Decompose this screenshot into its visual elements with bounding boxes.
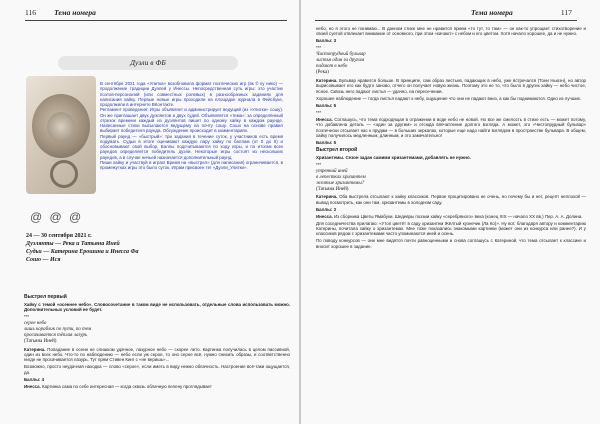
round-task: Хризантемы. Сезон задан самими хризантемами, добавлять не нужно.	[316, 154, 471, 160]
comment-text: Попадание в осени не слишком удачное, лазурное небо — скорее лето. Картинка получилась в целом пассивной, один из всех небо. Что-то по наблюдению — небо если уж серое, то оно серое всё, нужно снизить образы, и соответственно нигде не просачивается лазурь. Тут прям Стивен Кинг с «не веришь»...	[24, 346, 290, 363]
round-task: Хайку с темой «осеннее небо». Словосочетание в таком виде не использовать, отдельные слова использовать можно. Дополнительных условий не будет.	[24, 301, 290, 312]
intro-text	[100, 81, 283, 203]
intro-paragraph: Регламент проведения: Игры объявляет и администрирует ведущий (из «Улитки» сошу). Он же приглашает двух дуэлянтов и двух судей. Объявляется «тема»: за определённый отрезок времени каждый из дуэлянтов пишет по одному хайку в каждом раунде. Написанные стихи высылаются ведущему на почту сошу. Сошо на основе правил выбирает победителя раунда. Обсуждение происходит в комментариях.	[100, 107, 283, 134]
right-header	[471, 7, 572, 19]
comment-text: небо, но я этого не понимаю... В данном стихе мне не нравится прием «то тут, то там» — он как-то упрощает стихотворение и своей суетой отвлекает внимание от основного, при этом «качают» с небом и его цветом. Хотя начало хорошее, да и не нужно.	[316, 26, 586, 37]
judge-comment	[316, 194, 586, 205]
comment-text-2: Возможно, просто неудачная находка — слово «серое», если иметь в виду нежно облачность. Настроение всё-таки ощущается, да.	[24, 364, 290, 375]
comment-text: Картинка сама по себе интересная — когда сквозь облачную пелену проглядывает	[42, 383, 212, 389]
stars-separator: ***	[316, 45, 322, 51]
score: Баллы: 3	[316, 38, 337, 44]
poem-line: Чистопрудный бульвар	[316, 52, 366, 58]
duelists-line: Дуэлянты — Река и Татьяна Иней	[26, 241, 120, 247]
comment-text: Оба выстрела отсылают к хайку классиков. Первое процитировано не очень, но почему бы и нет, рецепт неплохой — вывод посмотреть, как они там, хризантемы в холодном саду.	[316, 194, 586, 205]
judges-line: Судьи — Катерина Ерошина и Инесса Фа	[26, 249, 139, 255]
comment-text-2: Для соседничества прилагаю: «Утоп цветёт в саду хризантем Жёлтый кузнечик (Ла Ко)». Ну вот, благодаря автору и комментарию Катерины, почитала хайку о хризантемах. Мне тоже показались знакомыми картинки (может они из конкурса или ранее?). И у классиков рядом с хризантемами часто упоминаются иней и осень.	[316, 220, 586, 237]
poem-line: лишь кораблик по пути, по тем	[24, 327, 92, 332]
knocker-ring-image	[50, 160, 78, 188]
stars-separator: ***	[316, 109, 322, 115]
poem-line: падают в небо	[316, 64, 348, 70]
poem-line: серое небо	[24, 321, 47, 326]
right-page	[301, 0, 600, 424]
comment-text: Бульвар нравится больше. В принципе, сам образ листьев, падающих в небо, уже встречался (Тони Ньюэн), но автор вырисовывает его как будто заново, отчего он получает новую жизнь. Поэтому это не то, что было в других хайку — небо чистое, ясное. Сквозь него падают листья — удачно, на пересечении.	[316, 78, 586, 94]
left-header	[25, 7, 96, 19]
header-rule	[315, 20, 577, 21]
comment-text-3: По поводу конкурсов — они мне видятся почти равноценными и снова соглашусь с Катериной, что тема отсылает к классике и вносит хорошее в задание.	[316, 238, 586, 249]
page-number: 116	[25, 8, 36, 17]
poem-line: в лепестках хризантем	[316, 174, 366, 180]
duel-info	[26, 232, 288, 264]
judge-comment	[316, 78, 586, 94]
lion-head-image	[32, 94, 90, 158]
judge-name: Катерина.	[316, 194, 338, 200]
comment-text-2: Хорошее наблюдение — тогда листья падают к небу, ощущение что они не падают вниз, а как бы поднимаются. Одно из лучших.	[316, 95, 582, 101]
judge-name: Катерина.	[316, 78, 338, 83]
left-page	[0, 0, 299, 424]
article-title-banner: Дуэли в ФБ	[58, 56, 238, 70]
judge-name: Инесса.	[316, 213, 333, 219]
score: Баллы: 3	[316, 206, 337, 212]
poem-line: желтые хризантемы?	[316, 180, 365, 186]
judge-name: Катерина.	[24, 346, 46, 352]
poem	[316, 169, 586, 193]
poem	[24, 321, 290, 345]
page-number: 117	[560, 8, 572, 17]
spiral-ornament: @ @ @	[30, 210, 84, 224]
poem-author: (Татьяна Иней)	[24, 339, 57, 344]
judge-name: Инесса.	[316, 116, 333, 122]
round-title: Выстрел второй	[316, 147, 358, 154]
lion-door-knocker-photo	[26, 76, 96, 194]
intro-paragraph: В сентябре 2021 года «Улитка» возобновила формат поэтических игр (вк © ку нико) — продолжение традиции Дуэлей у Инессы. Непосредственная суть игры: это участие поэтов-персоналий (или совместных ролевых) в разнообразных заданиях для написания хайку. Первые новые игры проходили на площадке журнала в Фейсбуке, продолжили в интернете ВКонтакте.	[100, 81, 283, 107]
score: Баллы: 5	[316, 102, 337, 108]
round-title: Выстрел первый	[24, 294, 67, 300]
poem-line: утренний иней	[316, 168, 348, 174]
section-title: Тема номера	[54, 8, 96, 17]
poem-author: (Река)	[316, 70, 329, 76]
header-rule	[25, 20, 287, 21]
intro-paragraph: Пиши хайку и участвуй в играх! Время на «выстрел» (для написания) ограничивается, в промежутках игры это было суток. Играм присвоен тег «Дуэли_Улитки».	[100, 159, 283, 170]
judge-comment	[24, 347, 290, 363]
poem-author: (Татьяна Иней)	[316, 186, 349, 192]
poem-line: листья один за другим	[316, 58, 365, 64]
poem-line: просачивается тёплая лазурь	[24, 333, 88, 338]
duel-date: 24 — 30 сентября 2021 г.	[26, 233, 92, 239]
stars-separator: ***	[316, 161, 322, 167]
section-title: Тема номера	[471, 8, 513, 17]
score: Баллы: 5	[316, 140, 337, 146]
judge-comment	[316, 117, 586, 139]
intro-paragraph: Первый раунд — «быстрый»: три задания в течение суток, у участников есть время подумать. Судьи в итоге оценивают каждую пару хайку по баллам (от 0 до 5) и обосновывают свой выбор. Баллы подсчитываются по ходу игры, и по итогам всех раундов определяется победитель дуэли. Некоторые игры состоят из нескольких раундов, а в случае ничьей назначается дополнительный раунд.	[100, 133, 283, 160]
judge-name: Инесса.	[24, 383, 41, 389]
judge-comment	[24, 384, 290, 389]
comment-text: Из сборника Цветы Ямабуки. Шедевры поэзии хайку «серебряного» века (конец XIX — начало XX вв.) Пер. А. А. Долина.	[334, 213, 583, 219]
right-body-text	[316, 26, 586, 418]
left-body-text	[24, 294, 290, 418]
poem	[316, 52, 586, 76]
stars-separator: ***	[24, 314, 30, 319]
soshu-line: Сошо — Ися	[26, 257, 61, 263]
judge-comment	[316, 214, 586, 219]
comment-text: Соглашусь, что тема подходящая в отражении в воде небо не новой. Но все же смелость в стихе есть — может потому, что добавлена деталь — «один за другим» и отсюда впечатление долгого взгляда. А может, это «Чистопрудный бульвар» поэтически отсылает нас к прудам — в больших зеркалах, которые еще надо найти взглядом в пространстве бульвара. В общем, хайку получилось медленным, длинным, и это замечательно!	[316, 116, 586, 139]
score: Баллы: 4	[24, 376, 45, 382]
